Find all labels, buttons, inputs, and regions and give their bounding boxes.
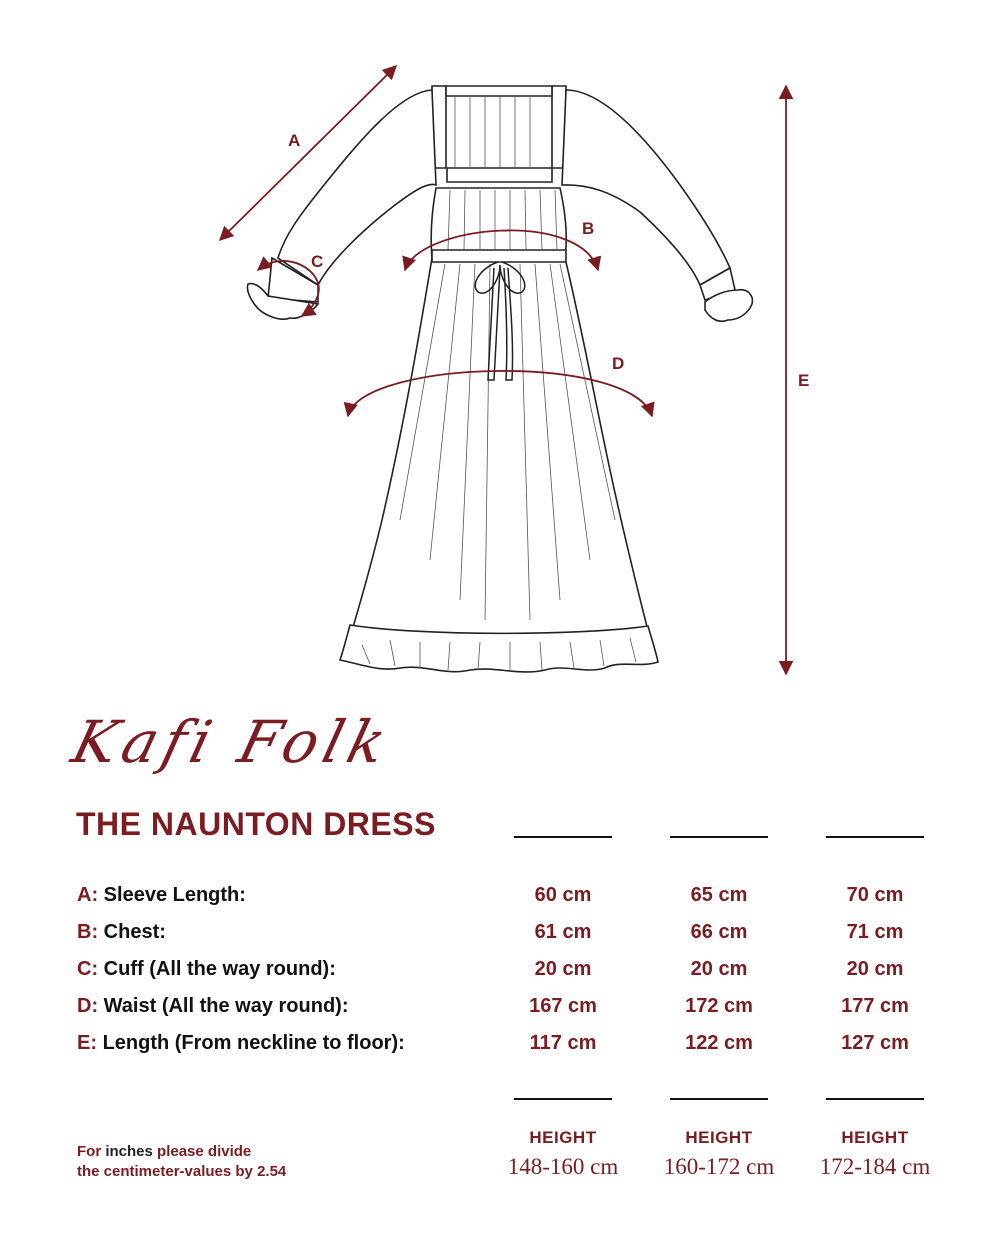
height-rule-2	[670, 1098, 768, 1100]
height-rule-3	[826, 1098, 924, 1100]
brand-logo: Kafi Folk	[65, 708, 399, 776]
value-d-3: 177 cm	[841, 995, 909, 1017]
value-a-2: 65 cm	[690, 884, 748, 906]
value-b-3: 71 cm	[846, 921, 904, 943]
label-c: C	[311, 252, 324, 271]
column-rule-3	[826, 836, 924, 838]
label-a: A	[288, 131, 301, 150]
label-b: B	[582, 219, 595, 238]
row-label-b: B: Chest:	[77, 921, 166, 943]
height-value-3: 172-184 cm	[819, 1154, 931, 1179]
row-label-e: E: Length (From neckline to floor):	[77, 1032, 405, 1054]
value-e-2: 122 cm	[685, 1032, 753, 1054]
value-c-1: 20 cm	[534, 958, 592, 980]
measure-e-length	[786, 86, 809, 674]
dress-outline	[247, 86, 752, 672]
value-a-3: 70 cm	[846, 884, 904, 906]
column-rule-1	[514, 836, 612, 838]
height-label-3: HEIGHT	[841, 1128, 909, 1147]
row-label-d: D: Waist (All the way round):	[77, 995, 349, 1017]
product-title: THE NAUNTON DRESS	[76, 806, 436, 842]
value-c-3: 20 cm	[846, 958, 904, 980]
height-label-1: HEIGHT	[529, 1128, 597, 1147]
height-value-1: 148-160 cm	[507, 1154, 619, 1179]
height-rule-1	[514, 1098, 612, 1100]
value-d-1: 167 cm	[529, 995, 597, 1017]
conversion-note-line1: For inches please divide	[77, 1143, 252, 1160]
value-c-2: 20 cm	[690, 958, 748, 980]
conversion-note-line2: the centimeter-values by 2.54	[77, 1163, 287, 1180]
value-d-2: 172 cm	[685, 995, 753, 1017]
label-e: E	[798, 371, 810, 390]
height-label-2: HEIGHT	[685, 1128, 753, 1147]
value-e-1: 117 cm	[529, 1032, 597, 1054]
column-rule-2	[670, 836, 768, 838]
value-a-1: 60 cm	[534, 884, 592, 906]
value-e-3: 127 cm	[841, 1032, 909, 1054]
height-value-2: 160-172 cm	[663, 1154, 775, 1179]
value-b-2: 66 cm	[690, 921, 748, 943]
row-label-a: A: Sleeve Length:	[77, 884, 246, 906]
row-label-c: C: Cuff (All the way round):	[77, 958, 336, 980]
label-d: D	[612, 354, 625, 373]
value-b-1: 61 cm	[534, 921, 592, 943]
